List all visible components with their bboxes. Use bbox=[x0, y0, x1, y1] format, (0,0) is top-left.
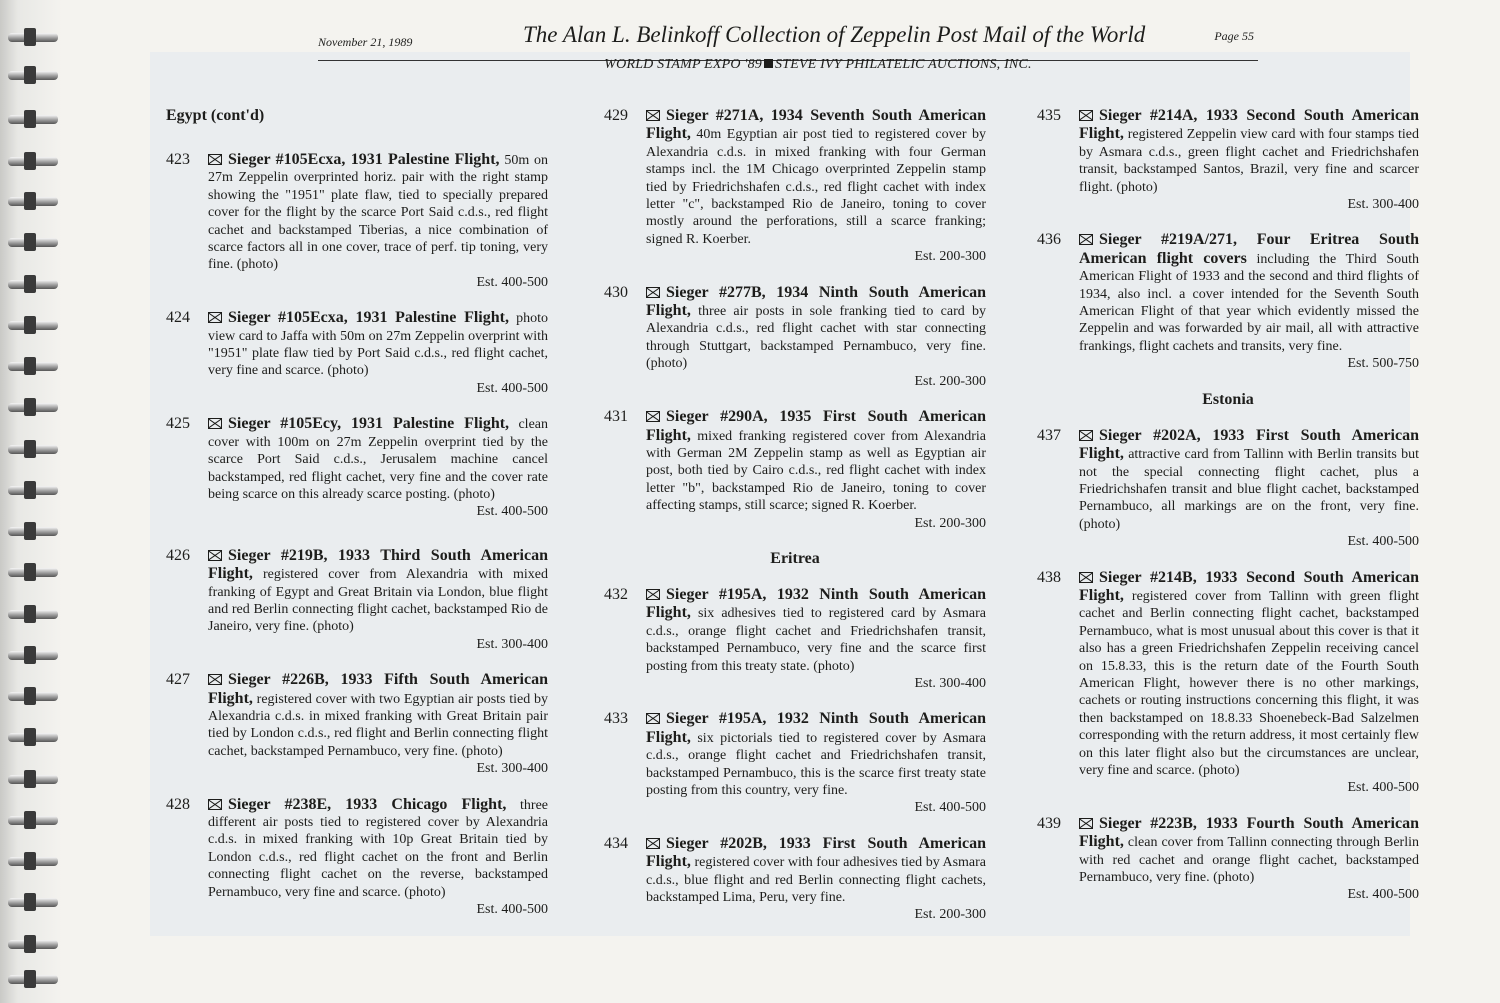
lot-entry bbox=[604, 284, 986, 390]
binding-coil bbox=[8, 66, 58, 84]
lot-estimate: Est. 200-300 bbox=[914, 249, 986, 265]
lot-description: six pictorials tied to registered cover by Asmara c.d.s., orange flight cachet and Friedrichshafen transit, backstamped Pernambuco, this is the scarce first treaty state posting from this country, very fine. bbox=[646, 730, 986, 798]
envelope-cover-icon bbox=[646, 713, 660, 724]
envelope-cover-icon bbox=[208, 799, 222, 810]
binding-coil bbox=[8, 970, 58, 988]
lot-description: clean cover with 100m on 27m Zeppelin overprint tied by the scarce Port Said c.d.s., Jerusalem machine cancel backstamped, red flight cachet, very fine and the cover rate being scarce on this already scarce posting. (photo) bbox=[208, 417, 548, 502]
binding-coil bbox=[8, 522, 58, 540]
lot-title: Sieger #202A, 1933 First South American Flight, bbox=[1079, 426, 1419, 463]
lot-entry bbox=[166, 796, 548, 919]
column-right bbox=[1037, 107, 1419, 922]
lot-estimate: Est. 200-300 bbox=[914, 907, 986, 923]
lot-description: 40m Egyptian air post tied to registered cover by Alexandria c.d.s. in mixed franking with four German stamps incl. the 1M Chicago overprinted Zeppelin stamp tied by Friedrichshafen c.d.s., red flight cachet with index letter "c", backstamped Rio de Janeiro, toning to cover mostly around the perforations, still a scarce franking; signed R. Koerber. bbox=[646, 127, 986, 247]
lot-entry bbox=[166, 671, 548, 777]
lot-entry bbox=[1037, 427, 1419, 551]
lot-description: attractive card from Tallinn with Berlin transits but not the special connecting flight cachet, plus a Friedrichshafen transit and blue flight cachet, backstamped Pernambuco, all markings are on the front, very fine. (photo) bbox=[1079, 447, 1419, 532]
lot-estimate: Est. 300-400 bbox=[1347, 197, 1419, 213]
lot-estimate: Est. 200-300 bbox=[914, 373, 986, 389]
lot-number: 427 bbox=[166, 671, 190, 689]
spiral-binding bbox=[0, 0, 62, 1003]
binding-coil bbox=[8, 398, 58, 416]
binding-coil bbox=[8, 481, 58, 499]
lot-title: Sieger #105Ecxa, 1931 Palestine Flight, bbox=[228, 151, 500, 168]
lot-entry bbox=[1037, 231, 1419, 372]
lot-description: three different air posts tied to registered cover by Alexandria c.d.s. in mixed franking with 10p Great Britain tied by London c.d.s., red flight cachet on the front and Berlin connecting flight cachet on the reverse, backstamped Pernambuco, very fine and scarce. (photo) bbox=[208, 797, 549, 900]
lot-estimate: Est. 400-500 bbox=[1347, 780, 1419, 796]
lot-estimate: Est. 400-500 bbox=[914, 800, 986, 816]
lot-title: Sieger #214B, 1933 Second South American Flight, bbox=[1079, 568, 1419, 604]
lot-description: registered cover from Alexandria with mixed franking of Egypt and Great Britain via London, blue flight and red Berlin connecting flight cachet, backstamped Rio de Janeiro, very fine. (photo) bbox=[208, 567, 549, 635]
lot-description: registered cover with four adhesives tied by Asmara c.d.s., blue flight and red Berlin connecting flight cachets, backstamped Lima, Peru, very fine. bbox=[646, 855, 987, 906]
lot-description: registered cover from Tallinn with green flight cachet and Berlin connecting flight cachet, backstamped Pernambuco, what is most unusual about this cover is that it also has a green Friedrichshafen Zeppelin receiving cancel on 15.8.33, this is the return date of the Fourth South American Flight, however there is no other markings, cachets or routing instructions concerning this flight, it was then backstamped on 18.8.33 Shoenebeck-Bad Salzelmen corresponding with the return address, it most certainly flew on this later flight also but the circumstances are unclear, very fine and scarce. (photo) bbox=[1079, 588, 1419, 778]
page-header bbox=[318, 20, 1258, 61]
binding-coil bbox=[8, 605, 58, 623]
lot-number: 438 bbox=[1037, 568, 1061, 586]
lot-title: Sieger #202B, 1933 First South American Flight, bbox=[646, 834, 986, 871]
lot-entry bbox=[1037, 815, 1419, 904]
lot-description: including the Third South American Flight of 1933 and the second and third flights of 1934, also incl. a cover intended for the Seventh South American Flight of that year which evidently missed the Zeppelin and was forwarded by air mail, all with attractive frankings, flight cachets and transits, very fine. bbox=[1079, 251, 1420, 354]
lot-number: 428 bbox=[166, 795, 190, 813]
column-left bbox=[166, 107, 548, 936]
lot-estimate: Est. 300-400 bbox=[476, 761, 548, 777]
lot-estimate: Est. 300-400 bbox=[476, 636, 548, 652]
envelope-cover-icon bbox=[208, 550, 222, 561]
lot-entry bbox=[604, 408, 986, 532]
lot-title: Sieger #271A, 1934 Seventh South American Flight, bbox=[646, 107, 986, 143]
subheader-auctioneer: STEVE IVY PHILATELIC AUCTIONS, INC. bbox=[775, 57, 1032, 72]
binding-coil bbox=[8, 316, 58, 334]
binding-coil bbox=[8, 935, 58, 953]
envelope-cover-icon bbox=[208, 154, 222, 165]
binding-coil bbox=[8, 563, 58, 581]
lot-number: 425 bbox=[166, 415, 190, 433]
binding-coil bbox=[8, 233, 58, 251]
envelope-cover-icon bbox=[646, 589, 660, 600]
lot-description: six adhesives tied to registered card by Asmara c.d.s., orange flight cachet and Friedrichshafen transit, backstamped Pernambuco, very fine and the scarce first posting from this treaty state. (photo) bbox=[646, 606, 987, 674]
envelope-cover-icon bbox=[646, 287, 660, 298]
lot-title: Sieger #226B, 1933 Fifth South American Flight, bbox=[208, 671, 548, 707]
lot-entry bbox=[604, 710, 986, 816]
lot-title: Sieger #219A/271, Four Eritrea South American flight covers bbox=[1079, 231, 1419, 267]
lot-number: 437 bbox=[1037, 426, 1061, 444]
lot-title: Sieger #105Ecy, 1931 Palestine Flight, bbox=[228, 415, 510, 433]
column-middle bbox=[604, 107, 986, 942]
binding-coil bbox=[8, 28, 58, 46]
header-page-number: Page 55 bbox=[1214, 29, 1254, 43]
lot-number: 433 bbox=[604, 710, 628, 728]
lot-estimate: Est. 500-750 bbox=[1347, 356, 1419, 372]
binding-coil bbox=[8, 852, 58, 870]
lot-title: Sieger #290A, 1935 First South American Flight, bbox=[646, 408, 986, 444]
lot-title: Sieger #195A, 1932 Ninth South American Flight, bbox=[646, 710, 986, 746]
binding-coil bbox=[8, 646, 58, 664]
lot-entry bbox=[1037, 107, 1419, 213]
lot-title: Sieger #214A, 1933 Second South American Flight, bbox=[1079, 107, 1419, 143]
lot-estimate: Est. 400-500 bbox=[476, 380, 548, 396]
section-title-egypt: Egypt (cont'd) bbox=[166, 107, 265, 124]
lot-estimate: Est. 400-500 bbox=[1347, 534, 1419, 550]
lot-entry bbox=[166, 547, 548, 653]
lot-title: Sieger #238E, 1933 Chicago Flight, bbox=[228, 795, 507, 813]
lot-description: three air posts in sole franking tied to card by Alexandria c.d.s., red flight cachet with star connecting through Stuttgart, backstamped Pernambuco, very fine. (photo) bbox=[646, 304, 987, 372]
page-subheader bbox=[318, 57, 1318, 73]
binding-coil bbox=[8, 811, 58, 829]
binding-coil bbox=[8, 275, 58, 293]
lot-title: Sieger #195A, 1932 Ninth South American Flight, bbox=[646, 585, 986, 622]
square-bullet-icon bbox=[764, 59, 773, 68]
subheader-expo: WORLD STAMP EXPO '89 bbox=[604, 57, 763, 72]
binding-coil bbox=[8, 770, 58, 788]
lot-title: Sieger #219B, 1933 Third South American Flight, bbox=[208, 546, 548, 583]
header-title: The Alan L. Belinkoff Collection of Zeppelin Post Mail of the World bbox=[523, 22, 1146, 47]
header-date: November 21, 1989 bbox=[318, 35, 413, 49]
lot-entry bbox=[166, 309, 548, 397]
binding-coil bbox=[8, 893, 58, 911]
envelope-cover-icon bbox=[646, 110, 660, 121]
lot-number: 431 bbox=[604, 408, 628, 426]
binding-coil bbox=[8, 110, 58, 128]
lot-entry bbox=[166, 151, 548, 291]
lot-title: Sieger #277B, 1934 Ninth South American Flight, bbox=[646, 283, 986, 320]
lot-title: Sieger #223B, 1933 Fourth South American Flight, bbox=[1079, 814, 1419, 851]
lot-description: registered Zeppelin view card with four stamps tied by Asmara c.d.s., green flight cachet and Friedrichshafen transit, backstamped Santos, Brazil, very fine and scarcer flight. (photo) bbox=[1079, 127, 1419, 195]
lot-number: 423 bbox=[166, 151, 190, 168]
lot-number: 429 bbox=[604, 107, 628, 124]
lot-number: 439 bbox=[1037, 814, 1061, 832]
envelope-cover-icon bbox=[208, 312, 222, 323]
lot-description: clean cover from Tallinn connecting through Berlin with red cachet and orange flight cachet, backstamped Pernambuco, very fine. (photo) bbox=[1079, 835, 1419, 886]
lot-entry bbox=[604, 107, 986, 266]
lot-entry bbox=[604, 835, 986, 924]
lot-number: 434 bbox=[604, 834, 628, 852]
lot-number: 436 bbox=[1037, 231, 1061, 249]
envelope-cover-icon bbox=[208, 418, 222, 429]
lot-description: photo view card to Jaffa with 50m on 27m Zeppelin overprint with "1951" plate flaw tied by Port Said c.d.s., red flight cachet, very fine and scarce. (photo) bbox=[208, 311, 549, 379]
envelope-cover-icon bbox=[1079, 234, 1093, 245]
envelope-cover-icon bbox=[646, 838, 660, 849]
lot-entry bbox=[166, 415, 548, 520]
binding-coil bbox=[8, 440, 58, 458]
lot-number: 432 bbox=[604, 585, 628, 603]
binding-coil bbox=[8, 357, 58, 375]
envelope-cover-icon bbox=[1079, 430, 1093, 441]
envelope-cover-icon bbox=[1079, 818, 1093, 829]
lot-entry bbox=[1037, 569, 1419, 797]
lot-title: Sieger #105Ecxa, 1931 Palestine Flight, bbox=[228, 309, 509, 327]
binding-coil bbox=[8, 728, 58, 746]
lot-estimate: Est. 300-400 bbox=[914, 675, 986, 691]
envelope-cover-icon bbox=[1079, 572, 1093, 583]
envelope-cover-icon bbox=[1079, 110, 1093, 121]
envelope-cover-icon bbox=[208, 674, 222, 685]
lot-number: 430 bbox=[604, 283, 628, 301]
lot-estimate: Est. 200-300 bbox=[914, 515, 986, 531]
lot-estimate: Est. 400-500 bbox=[476, 902, 548, 918]
lot-description: 50m on 27m Zeppelin overprinted horiz. pair with the right stamp showing the "1951" plate flaw, tied to specially prepared cover for the flight by the scarce Port Said c.d.s., red flight cachet and backstamped Tiberias, a nice combination of scarce factors all in one cover, trace of perf. tip toning, very fine. (photo) bbox=[208, 153, 549, 273]
section-title-eritrea: Eritrea bbox=[770, 549, 820, 567]
lot-number: 426 bbox=[166, 546, 190, 564]
section-title-estonia: Estonia bbox=[1202, 390, 1254, 408]
envelope-cover-icon bbox=[646, 411, 660, 422]
lot-description: registered cover with two Egyptian air posts tied by Alexandria c.d.s. in mixed franking with Great Britain pair tied by London c.d.s., red flight and Berlin connecting flight cachet, backstamped Pernambuco, very fine. (photo) bbox=[208, 691, 549, 759]
lot-number: 435 bbox=[1037, 107, 1061, 124]
binding-coil bbox=[8, 192, 58, 210]
lot-estimate: Est. 400-500 bbox=[476, 504, 548, 520]
lot-estimate: Est. 400-500 bbox=[476, 274, 548, 290]
lot-entry bbox=[604, 586, 986, 692]
binding-coil bbox=[8, 687, 58, 705]
binding-coil bbox=[8, 152, 58, 170]
lot-number: 424 bbox=[166, 309, 190, 327]
lot-description: mixed franking registered cover from Alexandria with German 2M Zeppelin stamp as well as Egyptian air post, both tied by Cairo c.d.s., red flight cachet with index letter "b", backstamped Rio de Janeiro, toning to cover affecting stamps, still scarce; signed R. Koerber. bbox=[646, 428, 986, 514]
lot-estimate: Est. 400-500 bbox=[1347, 887, 1419, 903]
